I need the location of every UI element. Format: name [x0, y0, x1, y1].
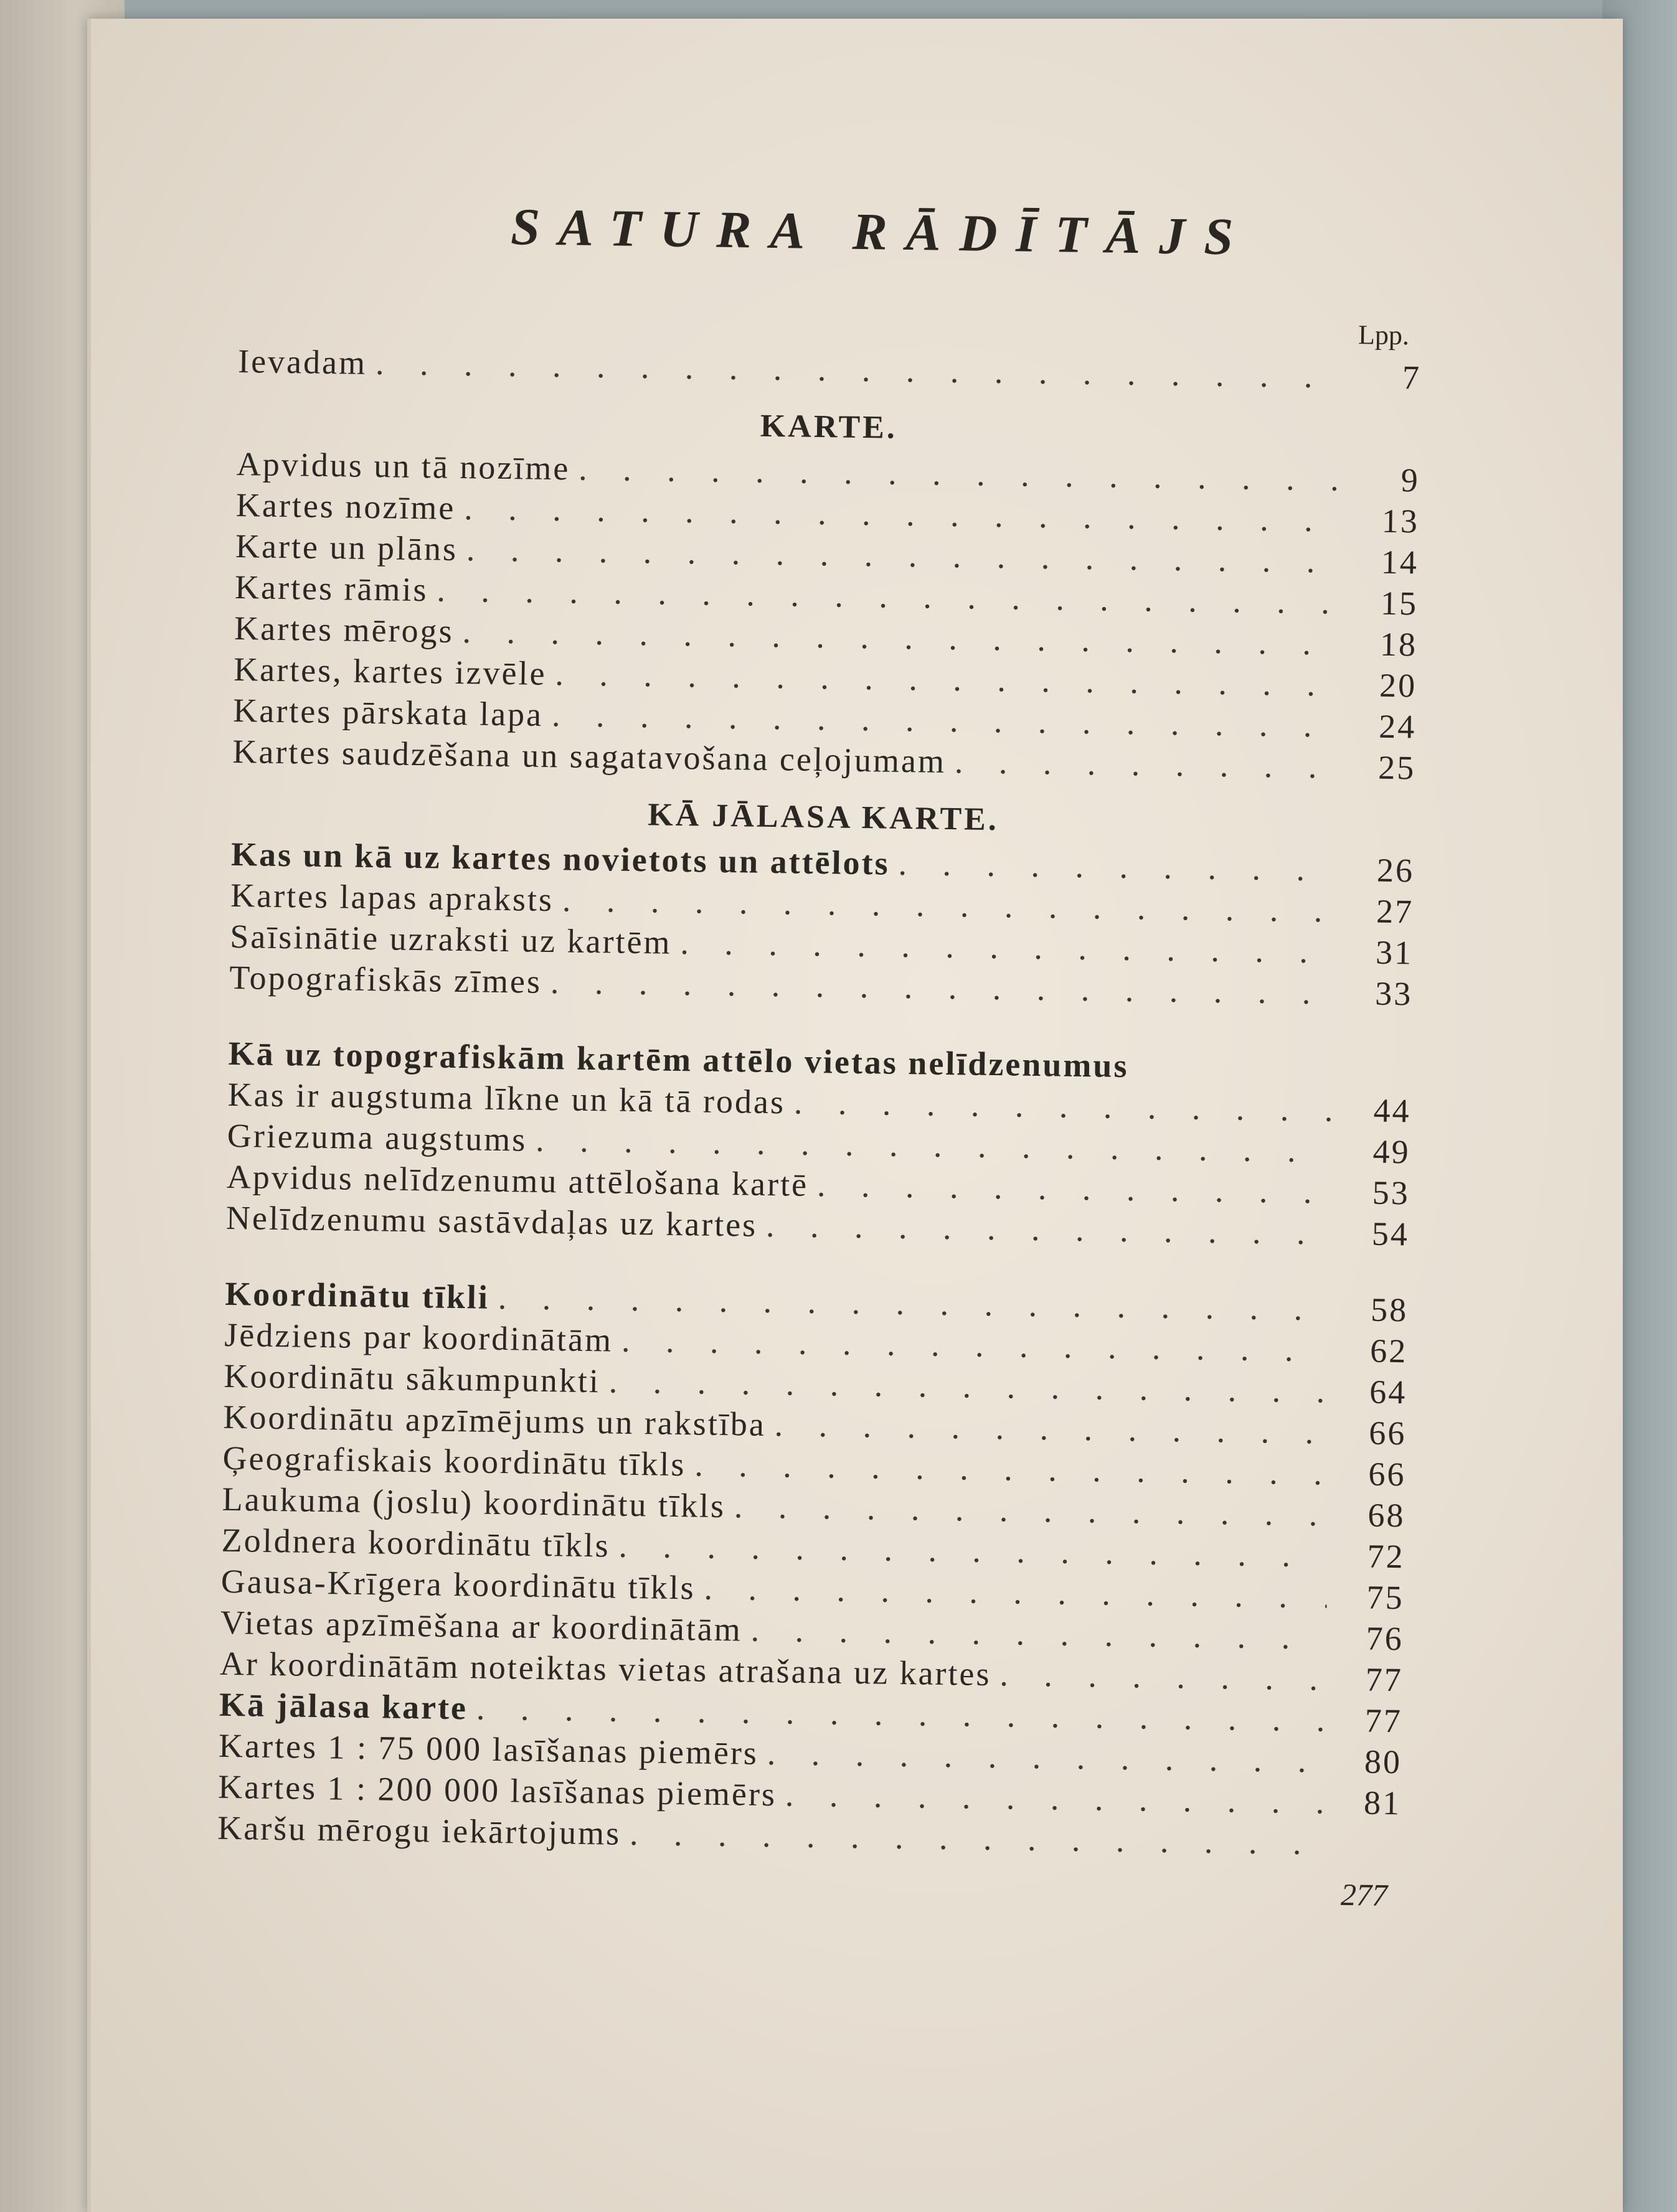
toc-entry-page: 66 [1368, 1414, 1407, 1452]
toc-entry-page: 68 [1368, 1496, 1405, 1535]
toc-entry-label: Vietas apzīmēšana ar koordinātām [220, 1603, 743, 1649]
page-number: 277 [1340, 1876, 1388, 1913]
toc-entry-page: 26 [1376, 851, 1415, 890]
toc-entry-label: Kartes nozīme [235, 486, 456, 527]
dot-leader [630, 1813, 1324, 1864]
toc-entry-label: Kartes rāmis [234, 568, 428, 609]
toc-entry-label: Gausa-Krīgera koordinātu tīkls [220, 1562, 696, 1607]
section-heading-ka-jalasa-karte: KĀ JĀLASA KARTE. [647, 797, 999, 838]
toc-entry-page: 18 [1379, 625, 1418, 664]
toc-entry-page: 49 [1372, 1132, 1411, 1171]
toc-entry-label: Apvidus nelīdzenumu attēlošana kartē [226, 1157, 809, 1203]
toc-entry-label: Saīsinātie uzraksti uz kartēm [229, 917, 672, 961]
toc-entry-page: 81 [1363, 1784, 1402, 1822]
dot-leader [767, 1733, 1325, 1781]
section-ka-jalasa-list [229, 834, 1415, 1015]
dot-leader [774, 1404, 1330, 1452]
toc-entry-page: 66 [1368, 1455, 1406, 1494]
toc-entry-page: 58 [1370, 1291, 1409, 1329]
toc-entry-page: 54 [1371, 1215, 1410, 1253]
dot-leader [817, 1164, 1333, 1213]
toc-entry-label: Apvidus un tā nozīme [236, 445, 570, 487]
toc-entry-page [1332, 1855, 1401, 1856]
toc-entry-label: Kartes 1 : 200 000 lasīšanas piemērs [217, 1767, 777, 1814]
toc-entry-label: Kartes 1 : 75 000 lasīšanas piemērs [218, 1726, 759, 1772]
toc-entry-label: Kartes pārskata lapa [232, 691, 544, 733]
toc-entry-label: Karšu mērogu iekārtojums [217, 1809, 621, 1852]
toc-entry-page: 64 [1369, 1373, 1407, 1411]
toc-entry-page: 62 [1369, 1332, 1408, 1370]
toc-entry-label: Laukuma (joslu) koordinātu tīkls [222, 1480, 726, 1525]
dot-leader [794, 1082, 1335, 1131]
pages-column-label: Lpp. [1358, 319, 1410, 351]
toc-entry-label: Koordinātu sākumpunkti [224, 1357, 601, 1400]
toc-entry-page: 25 [1377, 748, 1416, 787]
dot-leader [766, 1205, 1333, 1254]
toc-entry-label: Jēdziens par koordinātām [224, 1315, 613, 1359]
toc-entry-label: Griezuma augstums [227, 1116, 527, 1159]
toc-entry-page: 72 [1367, 1537, 1405, 1576]
toc-entry-label: Ģeografiskais koordinātu tīkls [222, 1439, 686, 1484]
toc-entry-page: 80 [1364, 1743, 1402, 1781]
toc-entry-label: Kā jālasa karte [219, 1685, 468, 1727]
toc-entry-page: 14 [1381, 543, 1419, 581]
toc-entry-page: 77 [1364, 1701, 1403, 1740]
toc-entry-label: Kartes, kartes izvēle [233, 650, 547, 692]
section-koordinatu-list [217, 1273, 1409, 1865]
page-title: SATURA RĀDĪTĀJS [510, 198, 1252, 266]
toc-entry-page: 44 [1373, 1091, 1412, 1130]
toc-entry-label: Nelīdzenumu sastāvdaļas uz kartes [225, 1198, 758, 1244]
toc-entry-page: 20 [1379, 666, 1417, 705]
toc-entry-label: Ar koordinātām noteiktas vietas atrašana uz kartes [219, 1644, 991, 1693]
toc-entry-page: 76 [1366, 1619, 1404, 1658]
toc-entry-page: 15 [1380, 584, 1419, 623]
toc-entry-page: 75 [1366, 1578, 1405, 1617]
section-karte-list [232, 443, 1420, 788]
toc-entry-label: Kartes saudzēšana un sagatavošana ceļojumam [232, 732, 947, 780]
toc-entry-page: 53 [1372, 1174, 1410, 1212]
toc-entry-label: Zoldnera koordinātu tīkls [221, 1521, 611, 1565]
toc-entry-page: 13 [1381, 502, 1420, 540]
dot-leader [954, 741, 1338, 788]
toc-entry-label: Topografiskās zīmes [229, 958, 542, 1000]
toc-entry-page: 77 [1365, 1660, 1404, 1699]
toc-entry-page: 7 [1402, 359, 1422, 397]
book-page [87, 19, 1623, 2212]
dot-leader [898, 843, 1337, 890]
toc-entry-page: 24 [1378, 707, 1417, 746]
toc-entry-label: Kartes lapas apraksts [230, 876, 554, 919]
toc-entry-label: Koordinātu apzīmējums un rakstība [223, 1398, 767, 1443]
section-heading-label: Kā uz topografiskām kartēm attēlo vietas nelīdzenumus [228, 1034, 1129, 1085]
section-nelidzenumi-list [226, 1074, 1412, 1255]
dot-leader [999, 1654, 1326, 1699]
toc-entry-label: Kas un kā uz kartes novietots un attēlots [230, 835, 890, 882]
toc-entry-label: Ievadam [237, 342, 367, 382]
section-heading-karte: KARTE. [760, 408, 898, 446]
toc-entry-label: Kartes mērogs [234, 609, 455, 650]
toc-entry-page: 31 [1375, 933, 1414, 972]
table-of-contents [217, 193, 1424, 1913]
dot-leader [785, 1774, 1325, 1822]
toc-entry-label: Karte un plāns [235, 527, 458, 568]
toc-entry-page: 27 [1376, 892, 1414, 931]
toc-entry-page: 33 [1374, 974, 1413, 1013]
toc-entry-label: Kas ir augstuma līkne un kā tā rodas [227, 1075, 786, 1121]
toc-entry-page: 9 [1401, 461, 1420, 499]
toc-entry-label: Koordinātu tīkli [224, 1274, 490, 1316]
